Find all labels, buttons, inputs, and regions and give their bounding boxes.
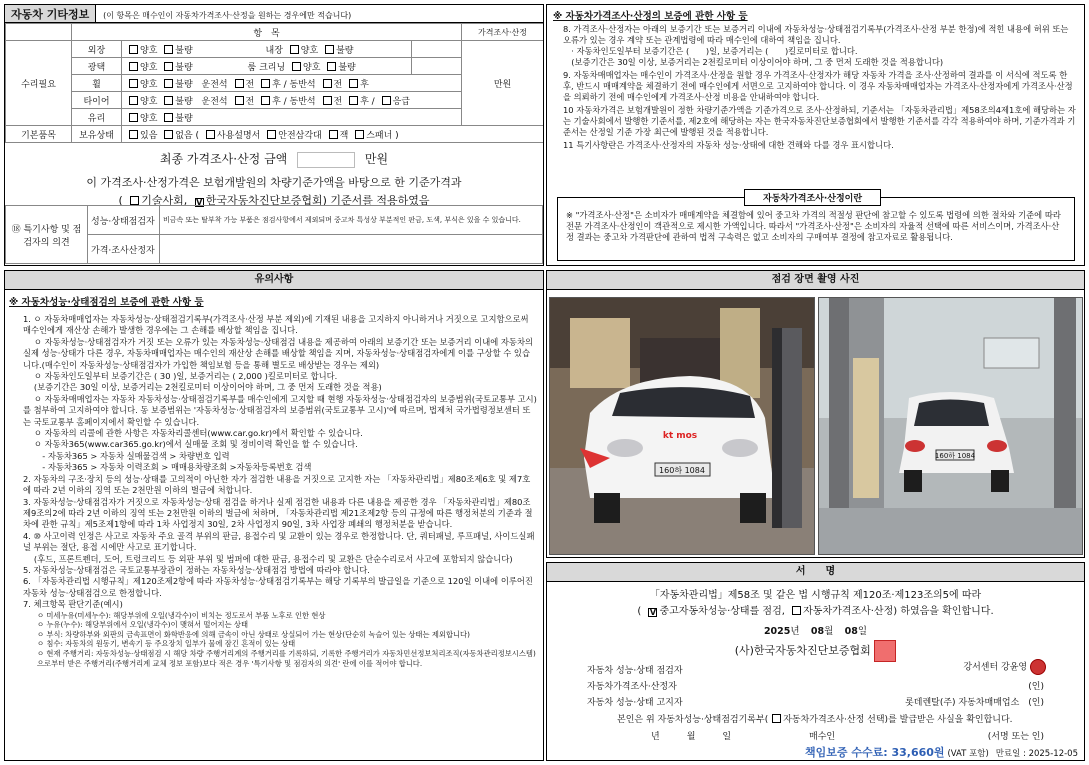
- definition-title: 자동차가격조사·산정이란: [744, 189, 881, 206]
- other-info-title: 자동차 기타정보: [5, 5, 96, 22]
- criteria-item: ㅇ 현재 주행거리: 자동차성능·상태점검 시 해당 차량 주행거리계의 주행거리를 기록하되, 기록한 주행거리가 자동차민선정보처리조직(자동차관리정보시스템)으로부터 받은 주행거리(주행거리계 교체 정보 포함)보다 적은 경우 '특기사항 및 점검자의 의견' 란에 이를 적어야 합니다.: [37, 648, 536, 668]
- role1-name: 강서센터 강윤영: [963, 659, 1046, 675]
- other-info-header: [5, 5, 543, 23]
- wheel-pass-rear-checkbox[interactable]: [349, 79, 358, 88]
- final-price-field[interactable]: [297, 152, 355, 168]
- definition-text: ※ "가격조사·산정"은 소비자가 매매계약을 체결함에 있어 중고차 가격의 적절성 판단에 참고할 수 있도록 법령에 의한 절차와 기준에 따라 전문 가격조사·산정인이 객관적으로 제시한 가액입니다. 따라서 "가격조사·산정"은 소비자의 자율적 선택에 따른 서비스이며, 가격조사·산정 결과는 중고차 가격판단에 관하여 법적 구속력은 없고 소비자의 구매여부 결정에 참고자료로 활용됩니다.: [566, 210, 1061, 242]
- sign-line1: 「자동차관리법」제58조 및 같은 법 시행규칙 제120조·제123조의5에 따라: [649, 590, 982, 601]
- possession-label: 보유상태: [72, 126, 122, 143]
- sign-line2: ( V 중고자동차성능·상태를 점검, 자동차가격조사·산정) 하였음을 확인합니다.: [637, 606, 994, 617]
- criteria-item: ㅇ 미세누유(미세누수): 해당부위에 오일(냉각수)이 비치는 정도로서 부품 노후로 인한 현상: [37, 610, 326, 620]
- triangle-checkbox[interactable]: [267, 130, 276, 139]
- notice-item: - 자동차365 > 자동차 이력조회 > 매매용차량조회 >자동차등록번호 검색: [23, 462, 312, 473]
- fee-row: [805, 744, 1078, 760]
- room-good-checkbox[interactable]: [292, 62, 301, 71]
- signature-panel: [546, 562, 1085, 761]
- base-text: 이 가격조사·산정가격은 보험개발원의 차량기준가액을 바탕으로 한 기준가격과: [86, 175, 462, 189]
- sign-date: 2025년 08월 08일: [763, 626, 868, 637]
- notice-item: 7. 체크항목 판단기준(예시): [23, 599, 123, 610]
- notice-items: [9, 314, 537, 611]
- notice-item: 6. 「자동차관리법 시행규칙」제120조제2항에 따라 자동차성능·상태점검기록부는 해당 기록부의 발급일을 기준으로 120일 이내에 이루어진 자동차 성능·상태점검으로 한정합니다.: [23, 576, 533, 598]
- assoc-name: (사)한국자동차진단보증협회: [734, 644, 871, 657]
- exterior-label: 외장: [72, 41, 122, 58]
- notice-subtitle: ※ 자동차성능·상태점검의 보증에 관한 사항 등: [9, 297, 204, 308]
- notice-item: 1. ㅇ 자동차매매업자는 자동차성능·상태점검기록부(가격조사·산정 부분 제외)에 기재된 내용을 고지하지 아니하거나 거짓으로 고지함으로써 매수인에게 재산상 손해가 발생한 경우에는 그 손해를 배상할 책임을 집니다.: [23, 314, 529, 336]
- buyer-label: 매수인: [809, 732, 836, 742]
- basic-label: 기본품목: [6, 126, 72, 143]
- base-options: ( 기술사회, V 한국자동차진단보증협회) 기준서를 적용하였음: [118, 193, 430, 207]
- fee-text: 책임보증 수수료: 33,660원: [805, 746, 945, 759]
- notice-item: (보증기간은 30일 이상, 보증거리는 2천킬로미터 이상이어야 하며, 그 중 먼저 도래한 것을 적용): [23, 382, 382, 393]
- notice-item: 3. 자동차성능·상태점검자가 거짓으로 자동차성능·상태 점검을 하거나 실제 점검한 내용과 다른 내용을 제공한 경우 「자동차관리법」제80조제9조의2에 따라 2년 이하의 징역 또는 2천만원 이하의 벌금에 처하며, 「자동차관리법 제21조제2항 등의 규정에 따른 행정처분의 기준과 절차에 관한 규칙」제5조제1항에 따라 1차 사업정지 30일, 2차 사업정지 90일, 3차 사업장 폐쇄의 행정처분을 받습니다.: [23, 496, 533, 530]
- wheel-bad-checkbox[interactable]: [164, 79, 173, 88]
- gloss-label: 광택: [72, 58, 122, 75]
- role2-label: 자동차가격조사·산정자: [587, 682, 677, 692]
- special-label: ⑱ 특기사항 및 점검자의 의견: [6, 206, 88, 264]
- interior-good-checkbox[interactable]: [290, 45, 299, 54]
- spanner-checkbox[interactable]: [355, 130, 364, 139]
- interior-bad-checkbox[interactable]: [325, 45, 334, 54]
- receipt-checkbox[interactable]: [772, 714, 781, 723]
- front-plate-text: 160하 1084: [659, 466, 705, 475]
- room-cleaning-label: 룸 크리닝: [247, 62, 286, 73]
- exterior-bad-checkbox[interactable]: [164, 45, 173, 54]
- tire-label: 타이어: [72, 92, 122, 109]
- repair-won: 만원: [462, 41, 544, 126]
- buyer-sign: (서명 또는 인): [987, 732, 1044, 742]
- tire-pass-front-checkbox[interactable]: [323, 96, 332, 105]
- role3-name: 롯데렌탈(주) 자동차매매업소 (인): [905, 698, 1044, 708]
- pg-item-8b: (보증기간은 30일 이상, 보증거리는 2천킬로미터 이상이어야 하며, 그 중 먼저 도래한 것을 적용합니다): [563, 57, 944, 67]
- notice-criteria: [9, 611, 537, 669]
- exterior-options: 양호 불량 내장 양호 불량: [122, 41, 412, 58]
- notice-item: - 자동차365 > 자동차 실매물검색 > 차량번호 입력: [23, 450, 230, 461]
- perf-label: 성능·상태점검자: [88, 206, 160, 235]
- other-info-panel: [4, 4, 544, 266]
- manual-checkbox[interactable]: [206, 130, 215, 139]
- criteria-item: ㅇ 침수: 자동차의 원동기, 변속기 등 주요장치 일부가 물에 잠긴 흔적이 있는 상태: [37, 639, 296, 649]
- notice-item: ㅇ 자동차인도일부터 보증기간은 ( 30 )일, 보증거리는 ( 2,000 )킬로미터로 합니다.: [23, 371, 338, 382]
- notice-header: 유의사항: [5, 271, 543, 290]
- none-checkbox[interactable]: [164, 130, 173, 139]
- tire-good-checkbox[interactable]: [129, 96, 138, 105]
- price-checker-label: 가격·조사산정자: [88, 235, 160, 264]
- assoc-seal-icon: [874, 640, 896, 662]
- wheel-driver-rear-checkbox[interactable]: [261, 79, 270, 88]
- inspection-photo-front: [549, 297, 815, 555]
- pg-item-9: 9. 자동차매매업자는 매수인이 가격조사·산정을 원할 경우 가격조사·산정자가 해당 자동차 가격을 조사·산정하여 결과를 이 서식에 적도록 한 후, 반드시 매매계약을 체결하기 전에 매수인에게 서면으로 고지하여야 합니다. 이 경우 자동차매매업자는 가격조사·산정자에게 가격조사·산정을 의뢰하기 전에 매수인에게 가격조사·산정 비용을 안내하여야 합니다.: [563, 70, 1073, 102]
- repair-table: [5, 23, 544, 143]
- interior-label: 내장: [265, 45, 283, 56]
- tire-driver-rear-checkbox[interactable]: [261, 96, 270, 105]
- gloss-bad-checkbox[interactable]: [164, 62, 173, 71]
- role1-label: 자동차 성능·상태 점검자: [587, 666, 683, 676]
- gloss-good-checkbox[interactable]: [129, 62, 138, 71]
- col-price-header: 가격조사·산정: [462, 24, 544, 41]
- glass-label: 유리: [72, 109, 122, 126]
- basic-options: 있음 없음 ( 사용설명서 안전삼각대 잭 스패너 ): [122, 126, 544, 143]
- pg-item-8: 8. 가격조사·산정자는 아래의 보증기간 또는 보증거리 이내에 자동차성능·상태점검기록부(가격조사·산정 부분 한정)에 적힌 내용에 허위 또는 오류가 있는 경우 계약 또는 관계법령에 따라 매수인에 대하여 책임을 집니다.: [563, 24, 1069, 45]
- fee-note: (VAT 포함): [947, 749, 989, 759]
- perf-note: 비금속 또는 탈부착 가능 부품은 점검사항에서 제외되며 중고차 특성상 부분적인 판금, 도색, 부식은 있을 수 있습니다.: [160, 206, 543, 235]
- final-price-row: [5, 150, 543, 168]
- inspection-photo-rear: [818, 297, 1083, 555]
- car-front-illustration: [550, 298, 815, 555]
- price-guarantee-panel: [546, 4, 1085, 266]
- photo-panel: [546, 270, 1085, 558]
- room-bad-checkbox[interactable]: [327, 62, 336, 71]
- final-price-unit: 만원: [364, 152, 389, 166]
- col-item-header: 항 목: [72, 24, 462, 41]
- wheel-driver-front-checkbox[interactable]: [235, 79, 244, 88]
- car-rear-illustration: [819, 298, 1083, 555]
- pg-item-10: 10 자동차가격은 보험개발원이 정한 차량기준가액을 기준가격으로 조사·산정하되, 기준서는 「자동차관리법」제58조의4제1호에 해당하는 자는 기술사회에서 발행한 기준서를, 제2호에 해당하는 자는 한국자동차진단보증협회에서 발행한 기준서를 각각 적용하여야 하며, 기준가격과 기준서는 산정일 기준 가장 최근에 발행된 것을 적용합니다.: [563, 105, 1076, 137]
- tire-pass-rear-checkbox[interactable]: [349, 96, 358, 105]
- inspector-seal-icon: [1030, 659, 1046, 675]
- tire-emergency-checkbox[interactable]: [382, 96, 391, 105]
- glass-bad-checkbox[interactable]: [164, 113, 173, 122]
- glass-options: 양호 불량: [122, 109, 462, 126]
- wheel-pass-front-checkbox[interactable]: [323, 79, 332, 88]
- have-checkbox[interactable]: [129, 130, 138, 139]
- other-info-note: (이 항목은 매수인이 자동차가격조사·산정을 원하는 경우에만 적습니다): [103, 11, 352, 20]
- exterior-good-checkbox[interactable]: [129, 45, 138, 54]
- notice-item: ㅇ 자동차성능·상태점검자가 거짓 또는 오류가 있는 자동차성능·상태점검 내용을 제공하여 아래의 보증기간 또는 보증거리 이내에 자동차의 실제 성능·상태가 다른 경우, 자동차매매업자는 매수인의 재산상 손해를 배상할 책임을 지며, 자동차성능·상태점검자에게 이를 구상할 수 있습니다.(매수인이 자동차성능·상태점검자가 가입한 책임보험 등을 통해 별도로 배상받는 경우는 제외): [23, 336, 533, 370]
- notice-item: 5. 자동차성능·상태점검은 국토교통부장관이 정하는 자동차성능·상태점검 방법에 따라야 합니다.: [23, 564, 370, 575]
- photo-header: 점검 장면 촬영 사진: [547, 271, 1084, 290]
- notice-item: ㅇ 자동차365(www.car365.go.kr)에서 실매물 조회 및 정비이력 확인을 할 수 있습니다.: [23, 439, 358, 450]
- notice-item: 4. ⑩ 사고이력 인정은 사고로 자동차 주요 골격 부위의 판금, 용접수리 및 교환이 있는 경우로 한정합니다. 단, 쿼터패널, 루프패널, 사이드실패널 부위는 절단, 용접 시에만 사고로 표기합니다.: [23, 530, 535, 553]
- tech-society-checkbox[interactable]: [130, 196, 139, 205]
- rear-plate-text: 160하 1084: [934, 452, 976, 460]
- expiry-text: 만료일 : 2025-12-05: [995, 749, 1078, 759]
- notice-item: 2. 자동차의 구조·장치 등의 성능·상태를 고의적이 아닌한 자가 점검한 내용을 거짓으로 고지한 자는 「자동차관리법」제80조제6호 및 제7호에 따라 2년 이하의 징역 또는 2천만원 이하의 벌금에 처합니다.: [23, 473, 531, 496]
- receipt-line: 본인은 위 자동차성능·상태점검기록부( 자동차가격조사·산정 선택)를 발급받은 사실을 확인합니다.: [617, 715, 1013, 725]
- tire-driver-front-checkbox[interactable]: [235, 96, 244, 105]
- definition-box: [557, 194, 1075, 261]
- tire-bad-checkbox[interactable]: [164, 96, 173, 105]
- price-check-checkbox[interactable]: [792, 606, 801, 615]
- price-guarantee-items: [553, 24, 1078, 151]
- price-guarantee-title: ※ 자동차가격조사·산정의 보증에 관한 사항 등: [553, 11, 748, 22]
- special-table: [5, 205, 543, 264]
- pg-item-11: 11 특기사항란은 가격조사·산정자의 자동차 성능·상태에 대한 견해와 다를 경우 표시합니다.: [563, 140, 894, 150]
- notice-item: (후드, 프론트펜더, 도어, 트렁크리드 등 외판 부위 및 범퍼에 대한 판금, 용접수리 및 교환은 단순수리로서 사고에 포함되지 않습니다): [23, 553, 513, 564]
- signature-header: 서 명: [547, 563, 1084, 582]
- wheel-options: 양호 불량 운전석 전 후 / 동반석 전 후: [122, 75, 462, 92]
- perf-check-checkbox[interactable]: V: [649, 608, 657, 617]
- kadif-checkbox[interactable]: V: [196, 197, 203, 207]
- gloss-options: 양호 불량 룸 크리닝 양호 불량: [122, 58, 412, 75]
- jack-checkbox[interactable]: [329, 130, 338, 139]
- notice-item: ㅇ 자동차매매업자는 자동차 자동차성능·상태점검기록부를 매수인에게 고지할 때 현행 자동차성능·상태점검자의 보증범위(국토교통부 고시)를 첨부하여 고지하여야 합니다. 동 보증범위는 '자동차성능·상태점검자의 보증범위(국토교통부 고시)'에 따르며, 법제처 국가법령정보센터 또는 국토교통부 홈페이지에서 확인할 수 있습니다.: [23, 393, 537, 427]
- wheel-label: 휠: [72, 75, 122, 92]
- front-brand-text: kt mos: [662, 431, 698, 441]
- pg-item-8a: · 자동차인도일부터 보증기간은 ( )일, 보증거리는 ( )킬로미터로 합니다.: [563, 46, 858, 56]
- wheel-good-checkbox[interactable]: [129, 79, 138, 88]
- repair-label: 수리필요: [6, 41, 72, 126]
- tire-options: 양호 불량 운전석 전 후 / 동반석 전 후 / 응급: [122, 92, 462, 109]
- glass-good-checkbox[interactable]: [129, 113, 138, 122]
- role3-label: 자동차 성능·상태 고지자: [587, 698, 683, 708]
- criteria-item: ㅇ 누유(누수): 해당부위에서 오일(냉각수)이 맺혀서 떨어지는 상태: [37, 620, 249, 630]
- notice-item: ㅇ 자동차의 리콜에 관한 사항은 자동차리콜센터(www.car.go.kr)에서 확인할 수 있습니다.: [23, 428, 363, 439]
- final-price-label: 최종 가격조사·산정 금액: [159, 152, 288, 166]
- role2-seal: (인): [1028, 682, 1044, 692]
- notice-panel: [4, 270, 544, 761]
- date-line: 년 월 일: [651, 732, 732, 742]
- criteria-item: ㅇ 부식: 차량하부와 외판의 금속표면이 화학반응에 의해 금속이 아닌 상태로 상실되어 가는 현상(단순히 녹슬어 있는 상태는 제외합니다): [37, 629, 470, 639]
